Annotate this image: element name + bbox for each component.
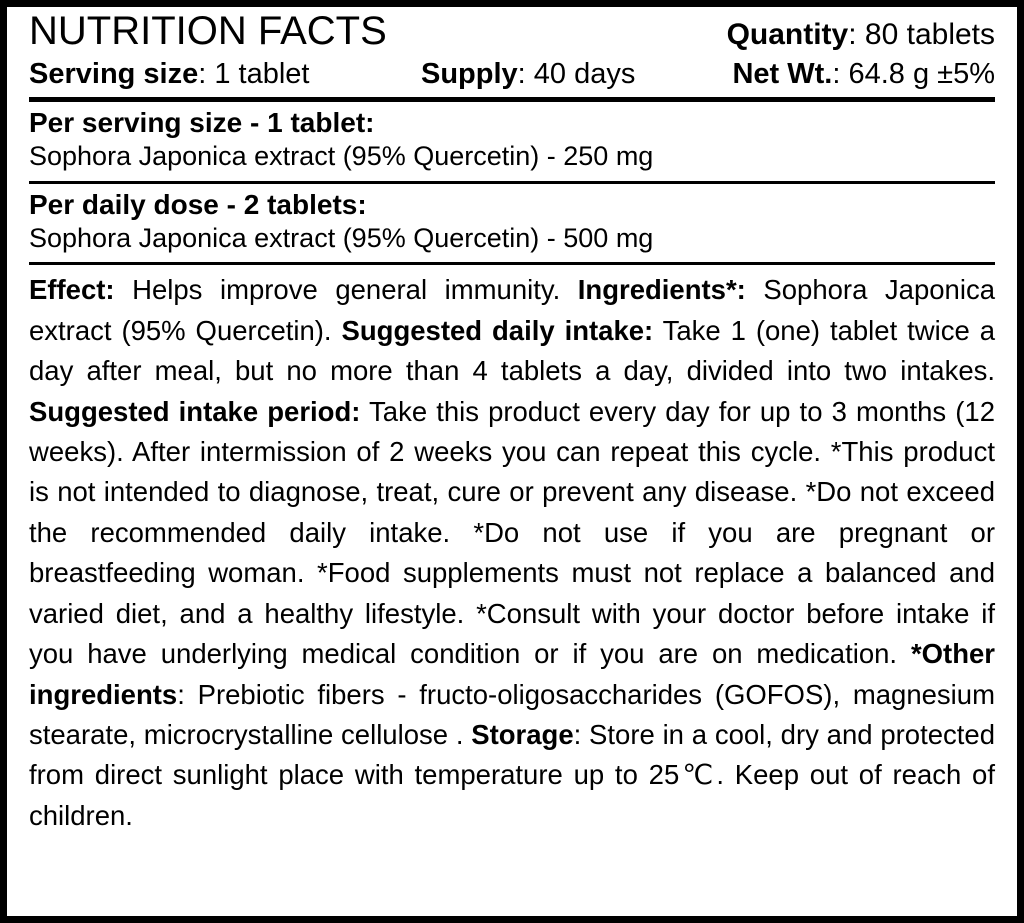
serving-row bbox=[29, 59, 995, 89]
per-daily-ingredient: Sophora Japonica extract (95% Quercetin) - 500 mg bbox=[29, 222, 654, 253]
title-row bbox=[29, 11, 995, 52]
net-weight-field bbox=[699, 59, 995, 89]
per-serving-block bbox=[29, 102, 995, 175]
suggested-intake-text: Take 1 (one) tablet twice a day after meal, but no more than 4 tablets a day, divided into two intakes. bbox=[29, 314, 996, 387]
supply-value: : 40 days bbox=[517, 58, 636, 90]
per-serving-ingredient: Sophora Japonica extract (95% Quercetin) - 250 mg bbox=[29, 141, 654, 172]
supply-label: Supply bbox=[421, 58, 518, 90]
serving-size-label: Serving size bbox=[29, 58, 199, 90]
quantity-field bbox=[727, 20, 995, 52]
quantity-value: : 80 tablets bbox=[848, 18, 995, 51]
ingredients-label: Ingredients*: bbox=[577, 274, 746, 306]
divider-bottom bbox=[29, 262, 995, 265]
serving-size-value: : 1 tablet bbox=[198, 58, 310, 90]
effect-label: Effect: bbox=[29, 274, 115, 306]
intake-period-text: Take this product every day for up to 3 months (12 weeks). After intermission of 2 weeks you can repeat this cycle. *This product is not intended to diagnose, treat, cure or prevent any disease. *Do not exceed the recommended daily intake. *Do not use if you are pregnant or breastfeeding woman. *Food supplements must not replace a balanced and varied diet, and a healthy lifestyle. *Consult with your doctor before intake if you have underlying medical condition or if you are on medication. bbox=[29, 395, 995, 670]
other-ingredients-label: *Other ingredients bbox=[29, 638, 995, 710]
per-daily-heading: Per daily dose - 2 tablets: bbox=[29, 188, 367, 220]
per-serving-heading: Per serving size - 1 tablet: bbox=[29, 107, 375, 139]
suggested-intake-label: Suggested daily intake: bbox=[341, 314, 654, 346]
details-paragraph bbox=[29, 270, 995, 836]
page-title: NUTRITION FACTS bbox=[29, 9, 387, 53]
serving-size-field bbox=[29, 59, 421, 89]
ingredients-text: Sophora Japonica extract (95% Quercetin). bbox=[29, 274, 995, 346]
label-header bbox=[29, 9, 995, 90]
storage-label: Storage bbox=[471, 718, 574, 750]
net-weight-value: : 64.8 g ±5% bbox=[832, 58, 995, 90]
supply-field bbox=[421, 59, 699, 89]
storage-text: : Store in a cool, dry and protected from direct sunlight place with temperature up to 25℃. Keep out of reach of children. bbox=[29, 718, 995, 831]
intake-period-label: Suggested intake period: bbox=[29, 395, 361, 427]
other-ingredients-text: : Prebiotic fibers - fructo-oligosaccharides (GOFOS), magnesium stearate, microcrystalline cellulose . bbox=[29, 678, 995, 750]
quantity-label: Quantity bbox=[726, 18, 849, 51]
effect-text: Helps improve general immunity. bbox=[114, 274, 578, 306]
net-weight-label: Net Wt. bbox=[732, 58, 833, 90]
per-daily-block bbox=[29, 184, 995, 257]
